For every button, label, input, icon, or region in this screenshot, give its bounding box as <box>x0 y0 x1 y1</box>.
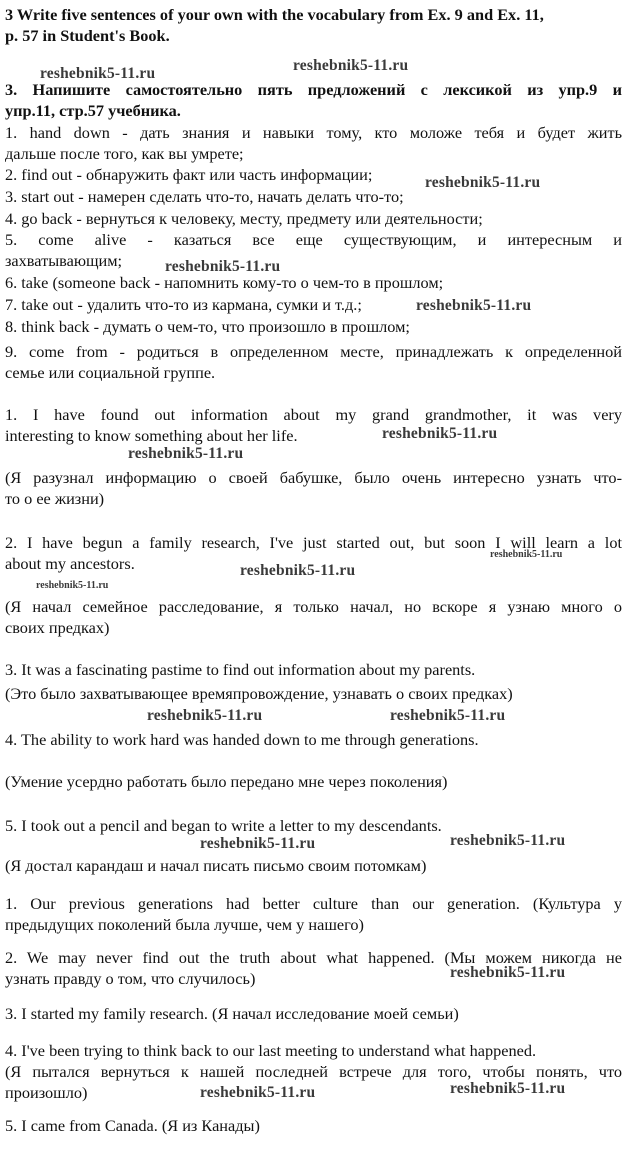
vocab-line: 2. find out - обнаружить факт или часть информации; <box>5 165 373 184</box>
vocab-line: 5. come alive - казаться все еще существующим, и интересным и <box>5 230 622 249</box>
sentence-translation: своих предках) <box>5 618 110 637</box>
vocab-line: 4. go back - вернуться к человеку, месту, предмету или деятельности; <box>5 209 483 228</box>
sentence-translation: то о ее жизни) <box>5 489 105 508</box>
sentence-line: 2. I have begun a family research, I've just started out, but soon I will learn a lot <box>5 533 622 552</box>
sentence-line: узнать правду о том, что случилось) <box>5 969 256 988</box>
watermark: reshebnik5-11.ru <box>382 425 498 442</box>
sentence-line: предыдущих поколений была лучше, чем у нашего) <box>5 915 364 934</box>
watermark: reshebnik5-11.ru <box>416 297 532 314</box>
vocab-line: 3. start out - намерен сделать что-то, начать делать что-то; <box>5 187 404 206</box>
watermark: reshebnik5-11.ru <box>450 964 566 981</box>
watermark: reshebnik5-11.ru <box>36 580 109 591</box>
sentence-translation: (Умение усердно работать было передано мне через поколения) <box>5 772 448 791</box>
sentence-line: 3. I started my family research. (Я начал исследование моей семьи) <box>5 1004 459 1023</box>
vocab-line: 7. take out - удалить что-то из кармана, сумки и т.д.; <box>5 295 362 314</box>
sentence-translation: (Это было захватывающее времяпровождение, узнавать о своих предках) <box>5 684 513 703</box>
vocab-line: семье или социальной группе. <box>5 363 216 382</box>
sentence-line: 4. I've been trying to think back to our last meeting to understand what happened. <box>5 1041 537 1060</box>
sentence-line: (Я пытался вернуться к нашей последней встрече для того, чтобы понять, что <box>5 1062 622 1081</box>
vocab-line: дальше после того, как вы умрете; <box>5 144 244 163</box>
watermark: reshebnik5-11.ru <box>200 835 316 852</box>
watermark: reshebnik5-11.ru <box>147 707 263 724</box>
sentence-line: 5. I came from Canada. (Я из Канады) <box>5 1116 260 1135</box>
watermark: reshebnik5-11.ru <box>128 445 244 462</box>
watermark: reshebnik5-11.ru <box>293 57 409 74</box>
task-ru-line1: 3. Напишите самостоятельно пять предложений с лексикой из упр.9 и <box>5 80 622 99</box>
watermark: reshebnik5-11.ru <box>390 707 506 724</box>
watermark: reshebnik5-11.ru <box>450 1080 566 1097</box>
watermark: reshebnik5-11.ru <box>240 562 356 579</box>
vocab-line: захватывающим; <box>5 251 123 270</box>
watermark: reshebnik5-11.ru <box>490 549 563 560</box>
watermark: reshebnik5-11.ru <box>165 258 281 275</box>
sentence-line: 3. It was a fascinating pastime to find out information about my parents. <box>5 660 476 679</box>
task-ru-line2: упр.11, стр.57 учебника. <box>5 101 181 120</box>
sentence-line: 5. I took out a pencil and began to write a letter to my descendants. <box>5 816 442 835</box>
watermark: reshebnik5-11.ru <box>40 65 156 82</box>
sentence-translation: (Я начал семейное расследование, я только начал, но вскоре я узнаю много о <box>5 597 622 616</box>
sentence-translation: (Я разузнал информацию о своей бабушке, было очень интересно узнать что- <box>5 468 622 487</box>
sentence-line: 1. Our previous generations had better culture than our generation. (Культура у <box>5 894 622 913</box>
vocab-line: 6. take (someone back - напомнить кому-то о чем-то в прошлом; <box>5 273 444 292</box>
sentence-line: about my ancestors. <box>5 554 135 573</box>
sentence-line: 2. We may never find out the truth about what happened. (Мы можем никогда не <box>5 948 622 967</box>
sentence-line: произошло) <box>5 1083 88 1102</box>
vocab-line: 8. think back - думать о чем-то, что произошло в прошлом; <box>5 317 410 336</box>
sentence-line: 4. The ability to work hard was handed down to me through generations. <box>5 730 479 749</box>
watermark: reshebnik5-11.ru <box>425 174 541 191</box>
sentence-translation: (Я достал карандаш и начал писать письмо своим потомкам) <box>5 856 427 875</box>
watermark: reshebnik5-11.ru <box>200 1084 316 1101</box>
vocab-line: 9. come from - родиться в определенном месте, принадлежать к определенной <box>5 342 622 361</box>
watermark: reshebnik5-11.ru <box>450 832 566 849</box>
task-title-line1: 3 Write five sentences of your own with the vocabulary from Ex. 9 and Ex. 11, <box>5 5 544 24</box>
sentence-line: interesting to know something about her life. <box>5 426 298 445</box>
sentence-line: 1. I have found out information about my grand grandmother, it was very <box>5 405 622 424</box>
vocab-line: 1. hand down - дать знания и навыки тому, кто моложе тебя и будет жить <box>5 123 622 142</box>
task-title-line2: p. 57 in Student's Book. <box>5 26 170 45</box>
